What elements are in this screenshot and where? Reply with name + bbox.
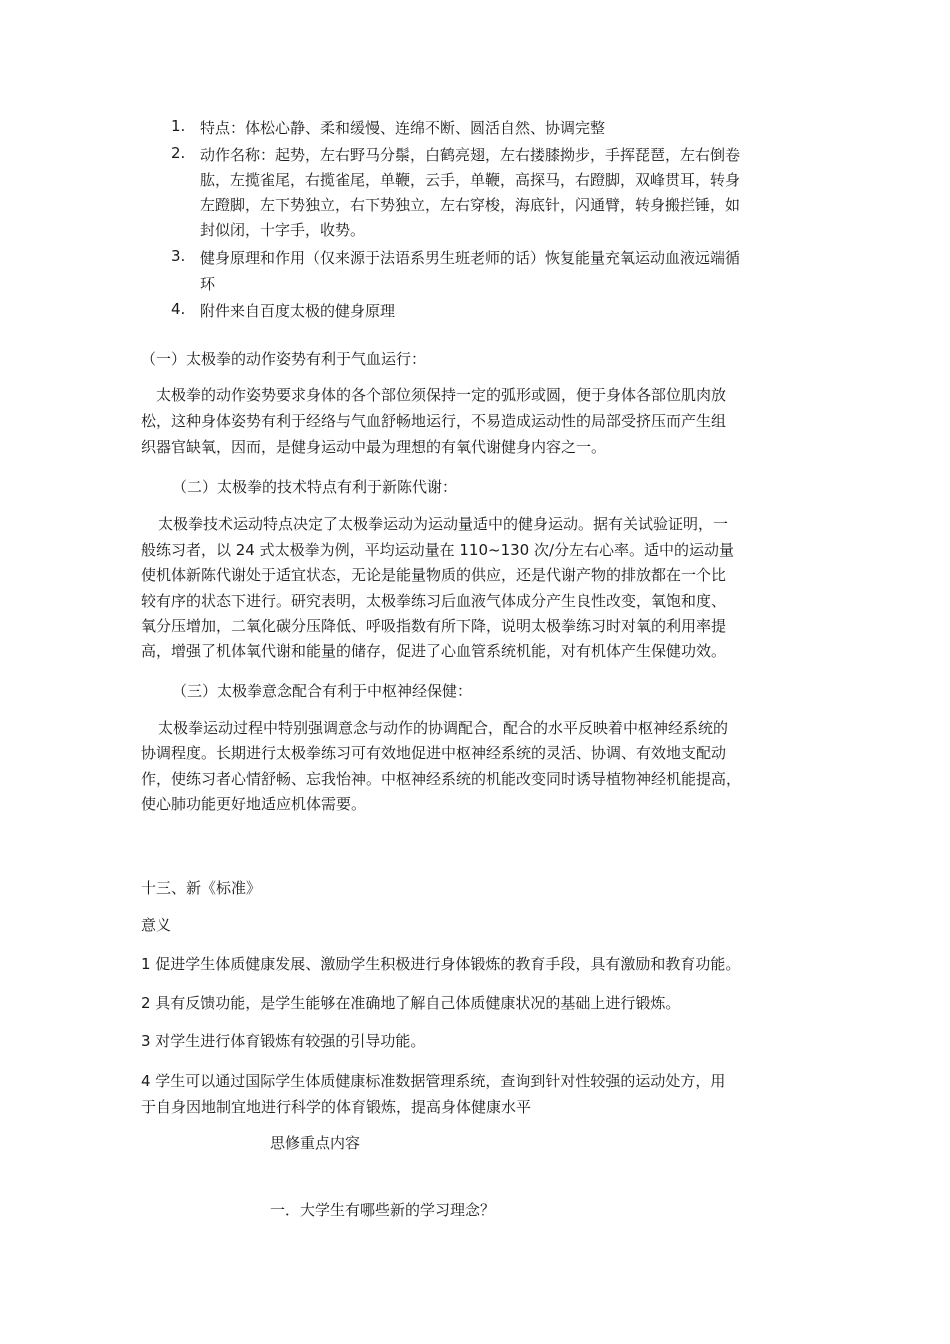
list-number: 4. [171,300,186,318]
list-item-text: 环 [200,275,216,293]
list-number: 3. [171,247,186,265]
list-item-text: 左蹬脚，左下势独立，右下势独立，左右穿梭，海底针，闪通臂，转身搬拦锤，如 [200,196,741,214]
list-item: 于自身因地制宜地进行科学的体育锻炼，提高身体健康水平 [141,1098,532,1116]
paragraph-line: 较有序的状态下进行。研究表明，太极拳练习后血液气体成分产生良性改变，氧饱和度、 [141,592,727,610]
section-heading: （一）太极拳的动作姿势有利于气血运行： [141,350,427,368]
list-number: 2. [171,144,186,162]
question-heading: 一．大学生有哪些新的学习理念？ [270,1201,496,1219]
subheading: 意义 [141,916,172,934]
list-item-text: 健身原理和作用（仅来源于法语系男生班老师的话）恢复能量充氧运动血液远端循 [200,249,741,267]
paragraph-line: 使心肺功能更好地适应机体需要。 [141,795,367,813]
paragraph-line: 织器官缺氧，因而，是健身运动中最为理想的有氧代谢健身内容之一。 [141,438,607,456]
section-heading: 十三、新《标准》 [141,879,262,897]
paragraph-line: 协调程度。长期进行太极拳练习可有效地促进中枢神经系统的灵活、协调、有效地支配动 [141,744,727,762]
list-item: 1 促进学生体质健康发展、激励学生积极进行身体锻炼的教育手段，具有激励和教育功能。 [141,955,741,973]
paragraph-line: 太极拳的动作姿势要求身体的各个部位须保持一定的弧形或圆，便于身体各部位肌肉放 [156,386,727,404]
section-title: 思修重点内容 [270,1134,361,1152]
list-item: 4 学生可以通过国际学生体质健康标准数据管理系统，查询到针对性较强的运动处方，用 [141,1072,726,1090]
paragraph-line: 太极拳技术运动特点决定了太极拳运动为运动量适中的健身运动。据有关试验证明，一 [158,515,729,533]
paragraph-line: 般练习者，以 24 式太极拳为例，平均运动量在 110~130 次/分左右心率。适中的运动量 [141,541,735,559]
list-number: 1. [171,117,186,135]
list-item: 3 对学生进行体育锻炼有较强的引导功能。 [141,1032,426,1050]
paragraph-line: 高，增强了机体氧代谢和能量的储存，促进了心血管系统机能，对有机体产生保健功效。 [141,642,727,660]
paragraph-line: 松，这种身体姿势有利于经络与气血舒畅地运行，不易造成运动性的局部受挤压而产生组 [141,412,727,430]
section-heading: （三）太极拳意念配合有利于中枢神经保健： [172,682,473,700]
paragraph-line: 使机体新陈代谢处于适宜状态，无论是能量物质的供应，还是代谢产物的排放都在一个比 [141,566,727,584]
list-item-text: 封似闭，十字手，收势。 [200,221,366,239]
list-item-text: 附件来自百度太极的健身原理 [200,302,396,320]
list-item: 2 具有反馈功能，是学生能够在准确地了解自己体质健康状况的基础上进行锻炼。 [141,994,681,1012]
section-heading: （二）太极拳的技术特点有利于新陈代谢： [172,478,458,496]
list-item-text: 动作名称：起势，左右野马分鬃，白鹤亮翅，左右搂膝拗步，手挥琵琶，左右倒卷 [200,146,741,164]
paragraph-line: 作，使练习者心情舒畅、忘我怡神。中枢神经系统的机能改变同时诱导植物神经机能提高， [141,770,742,788]
list-item-text: 特点：体松心静、柔和缓慢、连绵不断、圆活自然、协调完整 [200,119,606,137]
paragraph-line: 太极拳运动过程中特别强调意念与动作的协调配合，配合的水平反映着中枢神经系统的 [158,719,729,737]
list-item-text: 肱，左揽雀尾，右揽雀尾，单鞭，云手，单鞭，高探马，右蹬脚，双峰贯耳，转身 [200,171,741,189]
paragraph-line: 氧分压增加，二氧化碳分压降低、呼吸指数有所下降，说明太极拳练习时对氧的利用率提 [141,617,727,635]
